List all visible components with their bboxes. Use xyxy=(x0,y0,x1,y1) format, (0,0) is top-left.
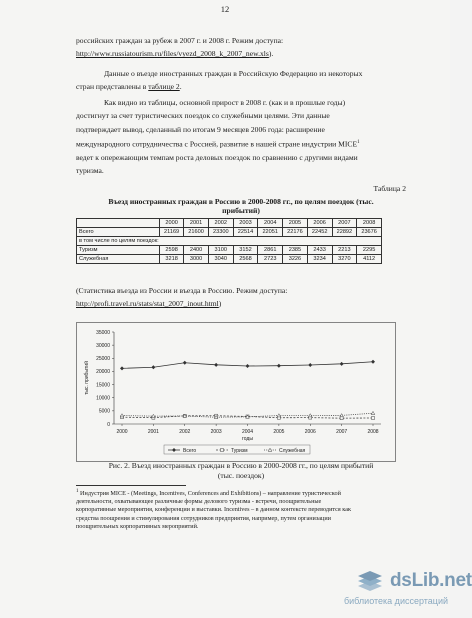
paragraph-3-line-2: достигнут за счет туристических поездок со служебными целями. Эти данные xyxy=(76,111,330,121)
table-cell: 23676 xyxy=(357,228,382,237)
link-suffix: ). xyxy=(268,49,274,59)
paragraph-3-line-4-text: международного сотрудничества с Россией, развитие в нашей стране индустрии MICE xyxy=(76,139,358,149)
year-cell: 2005 xyxy=(283,219,308,228)
table-cell: 2723 xyxy=(258,255,283,264)
year-cell: 2006 xyxy=(307,219,332,228)
source-suffix: ) xyxy=(218,299,222,309)
figure-caption xyxy=(76,461,406,481)
source-line-2 xyxy=(76,297,406,310)
year-cell: 2007 xyxy=(332,219,357,228)
profi-travel-link[interactable]: http://profi.travel.ru/stats/stat_2007_inout.html xyxy=(76,299,219,309)
table-cell: 3000 xyxy=(184,255,209,264)
footnote-line-1-text: Индустрия MICE - (Meetings, Incentives, Conferences and Exhibitions) – направление туристической xyxy=(78,490,341,498)
table-cell: 3226 xyxy=(283,255,308,264)
paragraph-1-line-2 xyxy=(76,47,406,60)
paragraph-2-prefix: стран представлены в xyxy=(76,82,149,92)
table-title xyxy=(76,197,406,215)
x-tick-label: 2000 xyxy=(116,429,128,435)
y-tick-label: 25000 xyxy=(96,356,110,363)
legend-label: Служебная xyxy=(279,447,306,454)
table-cell: 2295 xyxy=(357,246,382,255)
x-tick-label: 2008 xyxy=(367,429,379,435)
table-cell: 3100 xyxy=(208,246,233,255)
x-tick-label: 2001 xyxy=(147,429,159,435)
y-tick-label: 15000 xyxy=(96,382,110,389)
table-cell: 22514 xyxy=(233,228,258,237)
paragraph-1 xyxy=(76,34,406,61)
table-cell: 2568 xyxy=(233,255,258,264)
source-line-1: (Статистика въезда из России и въезда в Россию. Режим доступа: xyxy=(76,286,288,295)
table-cell: 22176 xyxy=(283,228,308,237)
x-tick-label: 2007 xyxy=(336,429,348,435)
footnote-line-4: средства поощрения и стимулирования сотрудников предприятия, например, путем организации xyxy=(76,514,331,522)
paragraph-3-line-4 xyxy=(76,136,406,151)
year-cell: 2008 xyxy=(357,219,382,228)
chart-frame xyxy=(77,323,396,462)
table-cell: 2213 xyxy=(332,246,357,255)
table-cell: 3152 xyxy=(233,246,258,255)
table-caption: Таблица 2 xyxy=(373,184,406,193)
y-tick-label: 10000 xyxy=(96,395,110,402)
footnote xyxy=(76,488,406,531)
year-cell: 2000 xyxy=(160,219,184,228)
table-cell: 3040 xyxy=(208,255,233,264)
legend-label: Всего xyxy=(183,447,197,454)
table-header-row xyxy=(77,219,382,228)
table-cell: 22051 xyxy=(258,228,283,237)
x-tick-label: 2006 xyxy=(304,429,316,435)
row-label: Туризм xyxy=(77,246,160,255)
footnote-divider xyxy=(76,485,186,486)
paragraph-3-line-6: туризма. xyxy=(76,166,104,176)
page-number: 12 xyxy=(220,4,230,14)
table-cell: 22892 xyxy=(332,228,357,237)
data-point xyxy=(340,417,343,420)
table-corner-cell xyxy=(77,219,160,228)
footnote-line-1 xyxy=(76,488,406,498)
table-cell: 21169 xyxy=(160,228,184,237)
paragraph-3-line-1: Как видно из таблицы, основной прирост в 2008 г. (как и в прошлые годы) xyxy=(104,98,346,107)
table-cell: 2433 xyxy=(307,246,332,255)
table-cell: 3218 xyxy=(160,255,184,264)
y-tick-label: 30000 xyxy=(96,342,110,349)
x-tick-label: 2003 xyxy=(210,429,222,435)
paragraph-2-suffix: . xyxy=(179,82,182,92)
book-stack-logo-icon xyxy=(352,568,388,596)
paragraph-2-line-2 xyxy=(76,80,406,93)
y-tick-label: 5000 xyxy=(98,408,110,415)
table-cell: 2861 xyxy=(258,246,283,255)
table-cell: 3270 xyxy=(332,255,357,264)
year-cell: 2003 xyxy=(233,219,258,228)
table-title-line-1: Въезд иностранных граждан в Россию в 2000-2008 гг., по целям поездок (тыс. xyxy=(108,197,374,206)
watermark-subtitle: библиотека диссертаций xyxy=(344,596,449,606)
table-title-line-2: прибытий) xyxy=(222,206,260,215)
legend-swatch-marker xyxy=(221,449,224,452)
dslib-watermark xyxy=(344,566,472,618)
x-tick-label: 2002 xyxy=(179,429,191,435)
table-row-tourism xyxy=(77,246,382,255)
paragraph-3 xyxy=(76,96,406,177)
paragraph-3-line-3: подтверждает вывод, сделанный по итогам 9 месяцев 2006 года: расширение xyxy=(76,124,325,134)
table-row-subheader xyxy=(77,237,382,246)
footnote-line-3: корпоративные мероприятия, конференции и выставки. Incentives – в данном контексте переводится как xyxy=(76,506,351,514)
footnote-line-2: деятельности, охватывающее различные формы делового туризма - встречи, поощрительные xyxy=(76,498,322,506)
table-cell: 22452 xyxy=(307,228,332,237)
arrivals-line-chart xyxy=(76,322,396,462)
figure-caption-line-1: Рис. 2. Въезд иностранных граждан в Россию в 2000-2008 гг., по целям прибытий xyxy=(108,461,374,470)
table-cell: 23300 xyxy=(208,228,233,237)
y-tick-label: 35000 xyxy=(96,329,110,336)
subheader-cell: в том числе по целям поездок: xyxy=(77,237,382,246)
figure-caption-line-2: (тыс. поездок) xyxy=(217,471,265,480)
x-axis-label: годы xyxy=(242,436,253,442)
year-cell: 2004 xyxy=(258,219,283,228)
year-cell: 2001 xyxy=(184,219,209,228)
x-tick-label: 2004 xyxy=(241,429,254,435)
table-cell: 21600 xyxy=(184,228,209,237)
table-cell: 4112 xyxy=(357,255,382,264)
footnote-marker: 1 xyxy=(76,489,79,494)
table-2-link[interactable]: таблице 2 xyxy=(148,82,180,92)
paragraph-2 xyxy=(76,67,406,94)
y-axis-label: тыс. прибытий xyxy=(84,361,90,395)
y-tick-label: 20000 xyxy=(96,369,110,376)
footnote-line-5: поощрительных корпоративных мероприятий. xyxy=(76,522,199,530)
paragraph-2-line-1: Данные о въезде иностранных граждан в Российскую Федерацию из некоторых xyxy=(104,69,363,78)
paragraph-1-line-1: российских граждан за рубеж в 2007 г. и 2008 г. Режим доступа: xyxy=(76,36,284,45)
watermark-title: dsLib.net xyxy=(390,570,472,591)
arrivals-table xyxy=(76,218,382,264)
table-cell: 2598 xyxy=(160,246,184,255)
russiatourism-link[interactable]: http://www.russiatourism.ru/files/vyezd_2008_k_2007_new.xls xyxy=(76,49,269,59)
chart-legend xyxy=(164,445,310,454)
paragraph-3-line-5: ведет к опережающим темпам роста деловых поездок по сравнению с другими видами xyxy=(76,152,358,162)
x-tick-label: 2005 xyxy=(273,429,285,435)
legend-label: Туризм xyxy=(231,447,248,454)
row-label: Служебная xyxy=(77,255,160,264)
y-tick-label: 0 xyxy=(107,421,110,428)
year-cell: 2002 xyxy=(208,219,233,228)
row-label: Всего xyxy=(77,228,160,237)
footnote-ref: 1 xyxy=(357,139,360,145)
table-cell: 3234 xyxy=(307,255,332,264)
source-paragraph xyxy=(76,284,406,311)
table-cell: 2385 xyxy=(283,246,308,255)
data-point xyxy=(372,416,375,419)
table-row-total xyxy=(77,228,382,237)
table-row-business xyxy=(77,255,382,264)
table-cell: 2400 xyxy=(184,246,209,255)
